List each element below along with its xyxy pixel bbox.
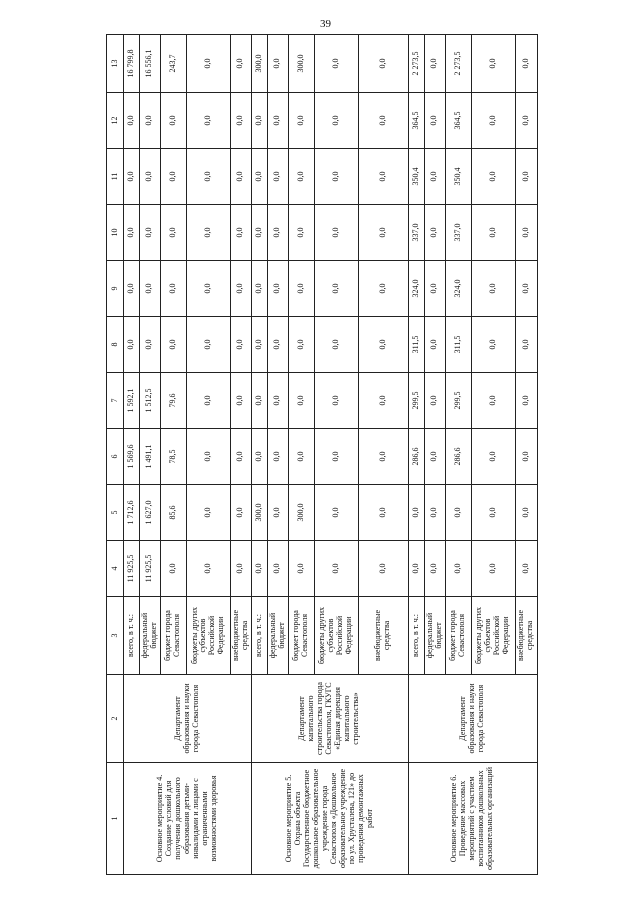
value-cell: 299,5 — [408, 373, 424, 429]
column-header: 12 — [107, 93, 124, 149]
value-cell: 2 273,5 — [408, 35, 424, 93]
value-cell: 337,0 — [408, 205, 424, 261]
value-cell: 0,0 — [186, 317, 230, 373]
value-cell: 0,0 — [408, 485, 424, 541]
value-cell: 0,0 — [358, 205, 408, 261]
value-cell: 0,0 — [314, 93, 358, 149]
column-header: 4 — [107, 541, 124, 597]
value-cell: 0,0 — [267, 35, 288, 93]
value-cell: 0,0 — [230, 261, 251, 317]
column-header: 7 — [107, 373, 124, 429]
table-body — [124, 35, 538, 875]
value-cell: 1 491,1 — [140, 429, 161, 485]
value-cell: 300,0 — [251, 35, 267, 93]
value-cell: 0,0 — [424, 149, 445, 205]
funding-source-cell: внебюджетные средства — [515, 597, 537, 675]
funding-source-cell: бюджеты других субъектов Российской Федерации — [314, 597, 358, 675]
value-cell: 0,0 — [424, 429, 445, 485]
value-cell: 0,0 — [314, 205, 358, 261]
value-cell: 0,0 — [471, 373, 515, 429]
value-cell: 16 556,1 — [140, 35, 161, 93]
funding-table — [106, 34, 538, 875]
value-cell: 0,0 — [230, 149, 251, 205]
value-cell: 0,0 — [140, 205, 161, 261]
value-cell: 0,0 — [267, 485, 288, 541]
funding-source-cell: всего, в т. ч.: — [408, 597, 424, 675]
executor-cell: Департамент образования и науки города Севастополя — [408, 675, 537, 763]
value-cell: 0,0 — [515, 429, 537, 485]
value-cell: 0,0 — [515, 149, 537, 205]
value-cell: 0,0 — [230, 541, 251, 597]
value-cell: 0,0 — [408, 541, 424, 597]
value-cell: 299,5 — [445, 373, 471, 429]
value-cell: 0,0 — [314, 373, 358, 429]
column-header: 5 — [107, 485, 124, 541]
value-cell: 85,6 — [160, 485, 186, 541]
value-cell: 0,0 — [251, 317, 267, 373]
value-cell: 0,0 — [230, 485, 251, 541]
funding-source-cell: всего, в т. ч.: — [251, 597, 267, 675]
value-cell: 0,0 — [267, 541, 288, 597]
table-row — [408, 35, 424, 875]
value-cell: 0,0 — [267, 205, 288, 261]
value-cell: 0,0 — [358, 373, 408, 429]
value-cell: 0,0 — [230, 93, 251, 149]
funding-source-cell: бюджеты других субъектов Российской Федерации — [471, 597, 515, 675]
value-cell: 0,0 — [358, 261, 408, 317]
value-cell: 0,0 — [288, 429, 314, 485]
value-cell: 1 512,5 — [140, 373, 161, 429]
value-cell: 300,0 — [288, 35, 314, 93]
value-cell: 300,0 — [251, 485, 267, 541]
value-cell: 0,0 — [471, 35, 515, 93]
value-cell: 311,5 — [408, 317, 424, 373]
value-cell: 0,0 — [186, 35, 230, 93]
funding-source-cell: федеральный бюджет — [140, 597, 161, 675]
value-cell: 0,0 — [515, 261, 537, 317]
value-cell: 0,0 — [515, 205, 537, 261]
value-cell: 0,0 — [186, 149, 230, 205]
value-cell: 11 925,5 — [140, 541, 161, 597]
value-cell: 0,0 — [251, 429, 267, 485]
value-cell: 0,0 — [160, 317, 186, 373]
value-cell: 0,0 — [140, 261, 161, 317]
value-cell: 0,0 — [186, 429, 230, 485]
value-cell: 286,6 — [408, 429, 424, 485]
value-cell: 11 925,5 — [124, 541, 140, 597]
value-cell: 364,5 — [445, 93, 471, 149]
value-cell: 1 627,0 — [140, 485, 161, 541]
value-cell: 0,0 — [358, 35, 408, 93]
value-cell: 0,0 — [471, 317, 515, 373]
value-cell: 324,0 — [408, 261, 424, 317]
value-cell: 0,0 — [424, 261, 445, 317]
value-cell: 0,0 — [314, 541, 358, 597]
value-cell: 0,0 — [471, 205, 515, 261]
value-cell: 0,0 — [160, 149, 186, 205]
value-cell: 1 569,6 — [124, 429, 140, 485]
value-cell: 0,0 — [288, 317, 314, 373]
value-cell: 0,0 — [314, 485, 358, 541]
value-cell: 0,0 — [140, 317, 161, 373]
page-number: 39 — [320, 18, 331, 30]
value-cell: 0,0 — [424, 205, 445, 261]
value-cell: 286,6 — [445, 429, 471, 485]
value-cell: 0,0 — [515, 93, 537, 149]
column-header: 11 — [107, 149, 124, 205]
value-cell: 0,0 — [424, 317, 445, 373]
value-cell: 0,0 — [230, 373, 251, 429]
value-cell: 311,5 — [445, 317, 471, 373]
value-cell: 300,0 — [288, 485, 314, 541]
funding-source-cell: всего, в т. ч.: — [124, 597, 140, 675]
value-cell: 0,0 — [140, 149, 161, 205]
value-cell: 0,0 — [140, 93, 161, 149]
value-cell: 324,0 — [445, 261, 471, 317]
value-cell: 0,0 — [471, 429, 515, 485]
column-header: 13 — [107, 35, 124, 93]
column-header: 1 — [107, 763, 124, 875]
value-cell: 0,0 — [267, 429, 288, 485]
funding-source-cell: бюджет города Севастополя — [288, 597, 314, 675]
value-cell: 0,0 — [124, 93, 140, 149]
value-cell: 2 273,5 — [445, 35, 471, 93]
event-cell: Основное мероприятие 6. Проведение массовых мероприятий с участием воспитанников дошкольных образовательных организаций — [408, 763, 537, 875]
value-cell: 0,0 — [471, 93, 515, 149]
value-cell: 0,0 — [358, 485, 408, 541]
value-cell: 0,0 — [251, 205, 267, 261]
value-cell: 0,0 — [230, 429, 251, 485]
value-cell: 0,0 — [424, 485, 445, 541]
funding-source-cell: внебюджетные средства — [358, 597, 408, 675]
value-cell: 0,0 — [124, 317, 140, 373]
header-row — [107, 35, 124, 875]
value-cell: 0,0 — [515, 373, 537, 429]
value-cell: 350,4 — [408, 149, 424, 205]
table-row — [251, 35, 267, 875]
value-cell: 350,4 — [445, 149, 471, 205]
value-cell: 0,0 — [288, 373, 314, 429]
value-cell: 0,0 — [160, 93, 186, 149]
value-cell: 0,0 — [288, 541, 314, 597]
value-cell: 1 712,6 — [124, 485, 140, 541]
value-cell: 0,0 — [515, 317, 537, 373]
funding-source-cell: бюджеты других субъектов Российской Федерации — [186, 597, 230, 675]
value-cell: 0,0 — [186, 485, 230, 541]
funding-source-cell: федеральный бюджет — [424, 597, 445, 675]
column-header: 9 — [107, 261, 124, 317]
value-cell: 0,0 — [424, 93, 445, 149]
value-cell: 0,0 — [515, 35, 537, 93]
value-cell: 0,0 — [160, 541, 186, 597]
value-cell: 0,0 — [186, 373, 230, 429]
value-cell: 0,0 — [251, 541, 267, 597]
value-cell: 0,0 — [186, 93, 230, 149]
value-cell: 0,0 — [267, 93, 288, 149]
value-cell: 0,0 — [314, 149, 358, 205]
value-cell: 0,0 — [445, 541, 471, 597]
value-cell: 0,0 — [288, 205, 314, 261]
value-cell: 0,0 — [471, 485, 515, 541]
column-header: 10 — [107, 205, 124, 261]
event-cell: Основное мероприятие 4. Создание условий для получения дошкольного образования детьми-инвалидами и лицами с ограниченными возможностями здоровья — [124, 763, 252, 875]
value-cell: 0,0 — [186, 205, 230, 261]
value-cell: 0,0 — [358, 541, 408, 597]
value-cell: 0,0 — [251, 261, 267, 317]
column-header: 8 — [107, 317, 124, 373]
value-cell: 78,5 — [160, 429, 186, 485]
value-cell: 0,0 — [471, 149, 515, 205]
value-cell: 0,0 — [314, 35, 358, 93]
value-cell: 0,0 — [251, 149, 267, 205]
value-cell: 0,0 — [230, 317, 251, 373]
value-cell: 0,0 — [160, 261, 186, 317]
funding-source-cell: федеральный бюджет — [267, 597, 288, 675]
value-cell: 0,0 — [424, 35, 445, 93]
value-cell: 0,0 — [471, 541, 515, 597]
value-cell: 0,0 — [471, 261, 515, 317]
value-cell: 0,0 — [267, 317, 288, 373]
value-cell: 0,0 — [230, 35, 251, 93]
value-cell: 0,0 — [186, 541, 230, 597]
value-cell: 0,0 — [124, 261, 140, 317]
value-cell: 0,0 — [358, 429, 408, 485]
value-cell: 0,0 — [251, 93, 267, 149]
value-cell: 0,0 — [515, 541, 537, 597]
value-cell: 0,0 — [445, 485, 471, 541]
value-cell: 0,0 — [160, 205, 186, 261]
value-cell: 0,0 — [358, 317, 408, 373]
value-cell: 0,0 — [515, 485, 537, 541]
funding-source-cell: внебюджетные средства — [230, 597, 251, 675]
value-cell: 0,0 — [251, 373, 267, 429]
column-header: 2 — [107, 675, 124, 763]
value-cell: 0,0 — [124, 149, 140, 205]
value-cell: 0,0 — [424, 373, 445, 429]
value-cell: 243,7 — [160, 35, 186, 93]
value-cell: 1 592,1 — [124, 373, 140, 429]
value-cell: 0,0 — [288, 149, 314, 205]
executor-cell: Департамент образования и науки города Севастополя — [124, 675, 252, 763]
event-cell: Основное мероприятие 5. Охрана объекта Государственное бюджетное дошкольное образовательное учреждение города Севастополя «Дошкольное образовательное учреждение по ул. Хрусталева, 121» до проведения демонтажных работ — [251, 763, 408, 875]
value-cell: 0,0 — [314, 429, 358, 485]
value-cell: 16 799,8 — [124, 35, 140, 93]
value-cell: 0,0 — [230, 205, 251, 261]
value-cell: 364,5 — [408, 93, 424, 149]
rotated-table-container — [106, 34, 538, 875]
value-cell: 0,0 — [267, 373, 288, 429]
value-cell: 0,0 — [267, 261, 288, 317]
value-cell: 0,0 — [267, 149, 288, 205]
funding-source-cell: бюджет города Севастополя — [445, 597, 471, 675]
value-cell: 0,0 — [186, 261, 230, 317]
table-row — [124, 35, 140, 875]
value-cell: 0,0 — [358, 149, 408, 205]
column-header: 3 — [107, 597, 124, 675]
column-header: 6 — [107, 429, 124, 485]
funding-source-cell: бюджет города Севастополя — [160, 597, 186, 675]
value-cell: 0,0 — [314, 261, 358, 317]
value-cell: 0,0 — [288, 261, 314, 317]
value-cell: 337,0 — [445, 205, 471, 261]
value-cell: 0,0 — [124, 205, 140, 261]
value-cell: 0,0 — [358, 93, 408, 149]
value-cell: 79,6 — [160, 373, 186, 429]
executor-cell: Департамент капитального строительства города Севастополя, ГКУГС «Единая дирекция капитального строительства» — [251, 675, 408, 763]
value-cell: 0,0 — [424, 541, 445, 597]
value-cell: 0,0 — [314, 317, 358, 373]
value-cell: 0,0 — [288, 93, 314, 149]
